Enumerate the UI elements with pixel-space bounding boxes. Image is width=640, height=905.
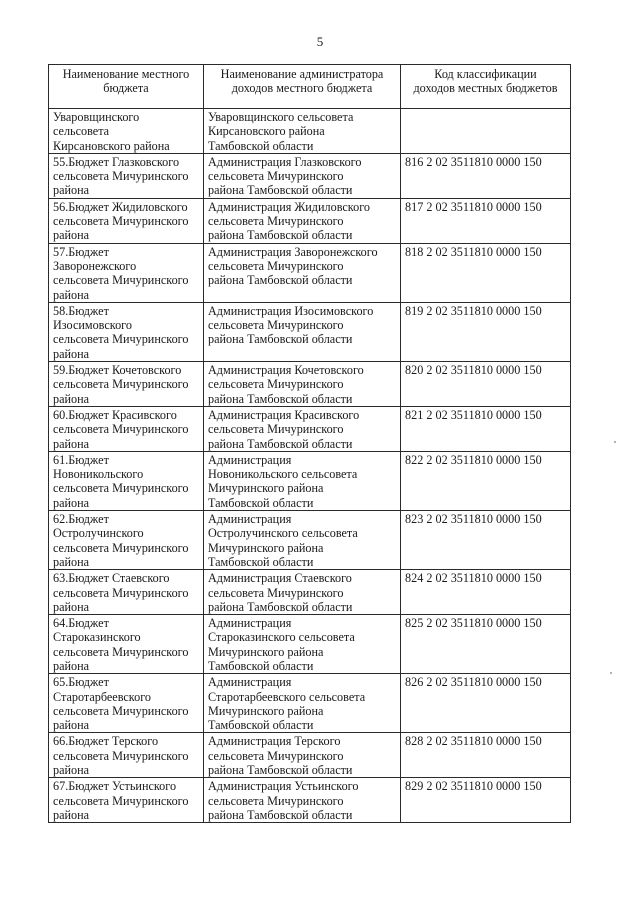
admin-name-cell: [204, 243, 401, 302]
table-row: [49, 198, 571, 243]
classification-code-cell: [401, 198, 571, 243]
admin-name-text: Администрация Жидиловского сельсовета Мичуринского района Тамбовской области: [208, 199, 370, 243]
admin-name-text: Администрация Красивского сельсовета Мичуринского района Тамбовской области: [208, 407, 360, 451]
budget-name-cell: [49, 451, 204, 510]
budget-name-cell: [49, 243, 204, 302]
classification-code-text: 821 2 02 3511810 0000 150: [405, 407, 542, 422]
classification-code-text: 816 2 02 3511810 0000 150: [405, 154, 542, 169]
classification-code-cell: [401, 109, 571, 154]
classification-code-cell: [401, 406, 571, 451]
classification-code-text: 825 2 02 3511810 0000 150: [405, 616, 542, 631]
admin-name-text: Администрация Изосимовского сельсовета Мичуринского района Тамбовской области: [208, 303, 374, 347]
classification-code-text: 828 2 02 3511810 0000 150: [405, 734, 542, 749]
classification-code-cell: [401, 302, 571, 361]
classification-code-cell: [401, 153, 571, 198]
table-row: [49, 570, 571, 615]
scan-mark: [614, 441, 616, 443]
page-number: 5: [316, 34, 324, 49]
table-row: [49, 109, 571, 154]
budget-name-text: 63.Бюджет Стаевского сельсовета Мичуринского района: [53, 571, 189, 614]
admin-name-cell: [204, 451, 401, 510]
table-row: [49, 302, 571, 361]
budget-name-text: 59.Бюджет Кочетовского сельсовета Мичуринского района: [53, 363, 189, 406]
admin-name-cell: [204, 674, 401, 733]
budget-name-text: 67.Бюджет Устьинского сельсовета Мичуринского района: [53, 779, 189, 822]
budget-name-text: 61.Бюджет Новоникольского сельсовета Мичуринского района: [53, 452, 189, 510]
classification-code-text: 826 2 02 3511810 0000 150: [405, 675, 542, 690]
admin-name-cell: [204, 406, 401, 451]
table-row: [49, 733, 571, 778]
budget-name-cell: [49, 362, 204, 407]
admin-name-cell: [204, 362, 401, 407]
admin-name-text: Администрация Кочетовского сельсовета Мичуринского района Тамбовской области: [208, 363, 364, 406]
budget-name-cell: [49, 615, 204, 674]
table-row: [49, 153, 571, 198]
admin-name-cell: [204, 302, 401, 361]
admin-name-cell: [204, 733, 401, 778]
classification-code-cell: [401, 615, 571, 674]
classification-code-cell: [401, 362, 571, 407]
budget-name-cell: [49, 198, 204, 243]
table-row: [49, 778, 571, 823]
header-classification-code: Код классификации доходов местных бюджетов: [401, 65, 571, 109]
admin-name-text: Администрация Новоникольского сельсовета Мичуринского района Тамбовской области: [208, 452, 358, 510]
admin-name-cell: [204, 570, 401, 615]
admin-name-cell: [204, 615, 401, 674]
budget-name-cell: [49, 674, 204, 733]
budget-name-text: 58.Бюджет Изосимовского сельсовета Мичуринского района: [53, 303, 189, 361]
table-row: [49, 615, 571, 674]
table-row: [49, 362, 571, 407]
classification-code-text: 820 2 02 3511810 0000 150: [405, 363, 542, 378]
budget-name-cell: [49, 406, 204, 451]
admin-name-text: Администрация Старотарбеевского сельсовета Мичуринского района Тамбовской области: [208, 675, 366, 733]
classification-code-cell: [401, 570, 571, 615]
classification-code-text: 819 2 02 3511810 0000 150: [405, 303, 542, 318]
budget-name-text: 57.Бюджет Заворонежского сельсовета Мичуринского района: [53, 244, 189, 302]
table-header: [49, 65, 571, 109]
budget-name-text: Уваровщинского сельсовета Кирсановского района: [53, 110, 170, 153]
header-row: [49, 65, 571, 109]
budget-classification-table: [48, 64, 571, 823]
admin-name-text: Администрация Остролучинского сельсовета Мичуринского района Тамбовской области: [208, 512, 358, 569]
admin-name-text: Администрация Терского сельсовета Мичуринского района Тамбовской области: [208, 734, 353, 778]
admin-name-cell: [204, 511, 401, 570]
budget-name-text: 66.Бюджет Терского сельсовета Мичуринского района: [53, 734, 189, 778]
classification-code-cell: [401, 733, 571, 778]
budget-name-text: 56.Бюджет Жидиловского сельсовета Мичуринского района: [53, 199, 189, 243]
budget-name-cell: [49, 302, 204, 361]
budget-name-cell: [49, 778, 204, 823]
table-row: [49, 451, 571, 510]
classification-code-text: 829 2 02 3511810 0000 150: [405, 779, 542, 794]
classification-code-cell: [401, 674, 571, 733]
table-row: [49, 406, 571, 451]
classification-code-text: 823 2 02 3511810 0000 150: [405, 512, 542, 527]
admin-name-text: Уваровщинского сельсовета Кирсановского района Тамбовской области: [208, 110, 354, 153]
classification-code-text: 817 2 02 3511810 0000 150: [405, 199, 542, 214]
budget-name-text: 65.Бюджет Старотарбеевского сельсовета Мичуринского района: [53, 675, 189, 733]
table-row: [49, 511, 571, 570]
admin-name-text: Администрация Заворонежского сельсовета Мичуринского района Тамбовской области: [208, 244, 378, 288]
admin-name-text: Администрация Стаевского сельсовета Мичуринского района Тамбовской области: [208, 571, 353, 614]
budget-name-text: 55.Бюджет Глазковского сельсовета Мичуринского района: [53, 154, 189, 198]
budget-name-cell: [49, 733, 204, 778]
admin-name-cell: [204, 153, 401, 198]
admin-name-cell: [204, 778, 401, 823]
table-body: [49, 109, 571, 823]
classification-code-cell: [401, 451, 571, 510]
classification-code-text: 822 2 02 3511810 0000 150: [405, 452, 542, 467]
budget-name-cell: [49, 570, 204, 615]
classification-code-cell: [401, 511, 571, 570]
classification-code-cell: [401, 243, 571, 302]
admin-name-text: Администрация Устьинского сельсовета Мичуринского района Тамбовской области: [208, 779, 359, 822]
table-row: [49, 674, 571, 733]
classification-code-cell: [401, 778, 571, 823]
admin-name-text: Администрация Глазковского сельсовета Мичуринского района Тамбовской области: [208, 154, 362, 198]
scan-mark: [610, 672, 612, 674]
classification-code-text: 818 2 02 3511810 0000 150: [405, 244, 542, 259]
budget-name-text: 62.Бюджет Остролучинского сельсовета Мичуринского района: [53, 512, 189, 569]
table-row: [49, 243, 571, 302]
budget-name-cell: [49, 511, 204, 570]
admin-name-text: Администрация Староказинского сельсовета Мичуринского района Тамбовской области: [208, 616, 355, 673]
budget-name-text: 64.Бюджет Староказинского сельсовета Мичуринского района: [53, 616, 189, 673]
budget-name-text: 60.Бюджет Красивского сельсовета Мичуринского района: [53, 407, 189, 451]
admin-name-cell: [204, 109, 401, 154]
header-admin-name: Наименование администратора доходов местного бюджета: [204, 65, 401, 109]
budget-name-cell: [49, 153, 204, 198]
budget-name-cell: [49, 109, 204, 154]
header-budget-name: Наименование местного бюджета: [49, 65, 204, 109]
classification-code-text: 824 2 02 3511810 0000 150: [405, 571, 542, 586]
admin-name-cell: [204, 198, 401, 243]
